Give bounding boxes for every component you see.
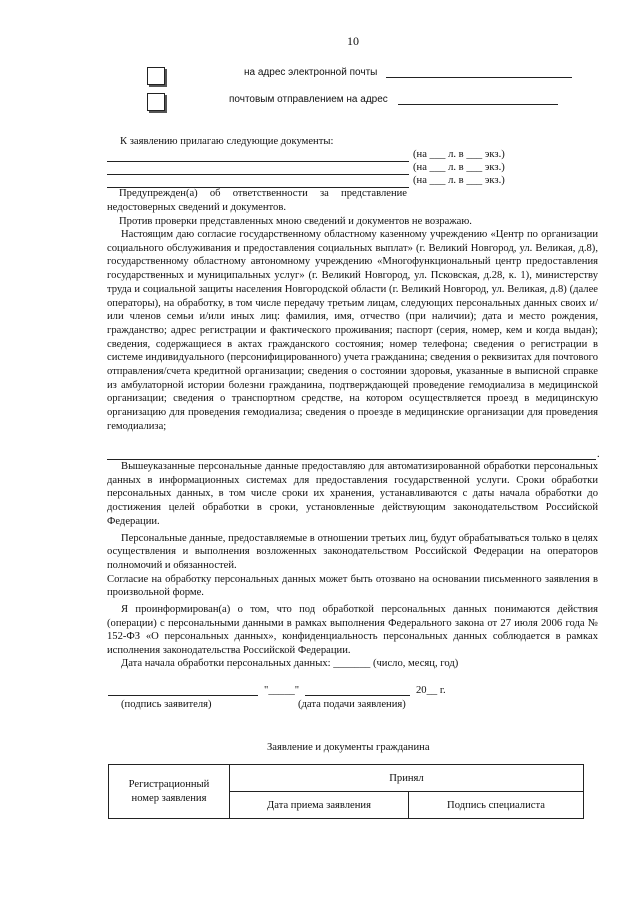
attachment-count-2: (на ___ л. в ___ экз.) xyxy=(413,162,505,173)
date-quote-blank: "_____" xyxy=(264,685,300,696)
revoke-paragraph: Согласие на обработку персональных данных может быть отозвано на основании письменного заявления в произвольной форме. xyxy=(107,573,598,599)
email-address-field[interactable] xyxy=(386,77,572,78)
accepted-header: Принял xyxy=(230,765,584,792)
third-party-paragraph: Персональные данные, предоставляемые в отношении третьих лиц, будут обрабатываться только в целях осуществления и выполнения возложенных законодательством Российской Федерации на операторов полномочий и обязанностей. xyxy=(107,532,598,571)
consent-paragraph: Настоящим даю согласие государственному областному казенному учреждению «Центр по организации социального обслуживания и предоставления социальных выплат» (г. Великий Новгород, ул. Великая, д.8), государственному областному автономному учреждению «Многофункциональный центр предоставления государственных и муниципальных услуг» (г. Великий Новгород, ул. Псковская, д.28, к. 1), министерству труда и социальной защиты населения Новгородской области (г. Великий Новгород, ул. Великая, д.8) (далее операторы), на обработку, в том числе передачу третьим лицам, следующих персональных данных своих и/или членов семьи и/или иных лиц: фамилия, имя, отчество (при наличии); дата и место рождения, гражданство; адрес регистрации и фактического проживания; паспорт (серия, номер, кем и когда выдан); сведения, содержащиеся в актах гражданского состояния; номер телефона; сведения о регистрации в системе индивидуального (персонифицированного) учета гражданина; сведения о реквизитах для почтового отправления/счета кредитной организации; сведения о состоянии здоровья, указанные в выписной справке из амбулаторной истории болезни гражданина, подтверждающей проведение гемодиализа в медицинской организации; сведения о транспортном средстве, на котором осуществляется проезд в медицинскую организацию для проведения гемодиализа; сведения о проезде в медицинские организации для проведения гемодиализа; xyxy=(107,229,599,432)
date-caption: (дата подачи заявления) xyxy=(298,699,406,710)
attachment-count-3: (на ___ л. в ___ экз.) xyxy=(413,175,505,186)
post-delivery-label: почтовым отправлением на адрес xyxy=(229,94,388,105)
date-month-line[interactable] xyxy=(305,695,410,696)
attachment-line-1[interactable] xyxy=(107,161,409,162)
attachment-count-1: (на ___ л. в ___ экз.) xyxy=(413,149,505,160)
attachment-line-2[interactable] xyxy=(107,174,409,175)
consent-blank-end: . xyxy=(597,449,600,460)
footer-title: Заявление и документы гражданина xyxy=(267,742,430,753)
attachments-heading: К заявлению прилагаю следующие документы: xyxy=(120,136,334,147)
informed-paragraph: Я проинформирован(а) о том, что под обработкой персональных данных понимаются действия (операции) с персональными данными в рамках выполнения Федерального закона от 27 июля 2006 года № 152-ФЗ «О персональных данных», конфиденциальность персональных данных соблюдается в рамках исполнения законодательства Российской Федерации. xyxy=(107,604,598,657)
no-objection-text: Против проверки представленных мною сведений и документов не возражаю. xyxy=(119,216,472,227)
warned-paragraph xyxy=(107,187,407,214)
email-delivery-label: на адрес электронной почты xyxy=(244,67,378,78)
page-number: 10 xyxy=(347,34,359,48)
processing-block xyxy=(107,460,598,658)
warned-text: Предупрежден(а) об ответственности за представление недостоверных сведений и документов. xyxy=(107,188,407,213)
start-date-label: Дата начала обработки персональных данных: _______ (число, месяц, год) xyxy=(121,658,459,669)
signature-line[interactable] xyxy=(108,695,258,696)
consent-block xyxy=(107,228,598,434)
signature-caption: (подпись заявителя) xyxy=(121,699,212,710)
registration-table xyxy=(108,764,584,819)
postal-address-field[interactable] xyxy=(398,104,558,105)
specialist-signature-cell[interactable]: Подпись специалиста xyxy=(409,792,584,819)
reg-number-cell[interactable] xyxy=(109,765,230,819)
post-delivery-checkbox[interactable] xyxy=(147,93,165,111)
reg-number-label: Регистрационный номер заявления xyxy=(128,778,210,804)
date-year: 20__ г. xyxy=(416,685,446,696)
processing-paragraph: Вышеуказанные персональные данные предоставляю для автоматизированной обработки персональных данных в информационных системах для предоставления государственной услуги. Сроки обработки персональных данных, в том числе сроки их хранения, устанавливаются с даты начала обработки до достижения целей обработки в сроки, установленные действующим законодательством Российской Федерации. xyxy=(107,461,598,527)
received-date-cell[interactable]: Дата приема заявления xyxy=(230,792,409,819)
email-delivery-checkbox[interactable] xyxy=(147,67,165,85)
